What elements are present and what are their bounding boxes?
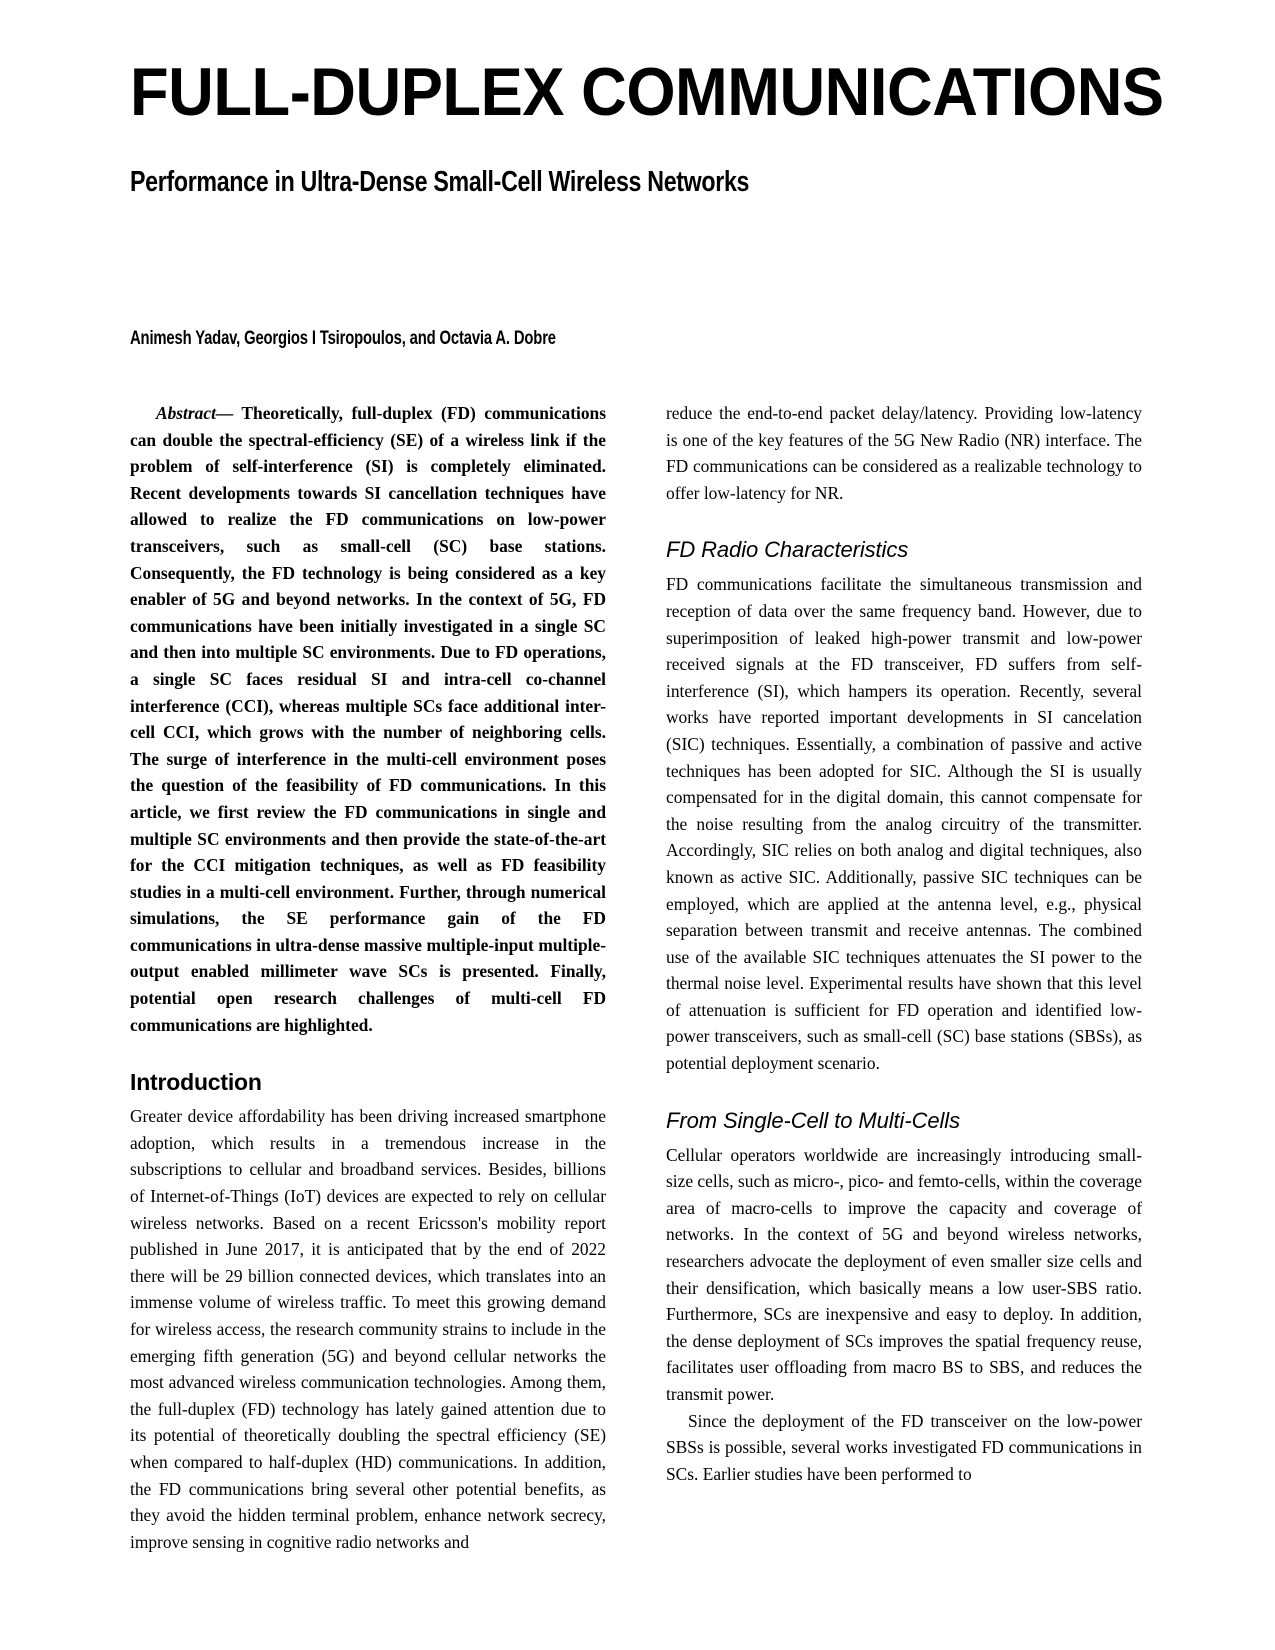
body-columns	[130, 400, 1142, 1552]
right-column	[666, 400, 1142, 1484]
multicell-paragraph-one: Cellular operators worldwide are increasingly introducing small-size cells, such as micro-, pico- and femto-cells, within the coverage area of macro-cells to improve the capacity and coverage of networks. In the context of 5G and beyond wireless networks, researchers advocate the deployment of even smaller size cells and their densification, which basically means a low user-SBS ratio. Furthermore, SCs are inexpensive and easy to deploy. In addition, the dense deployment of SCs improves the spatial frequency reuse, facilitates user offloading from macro BS to SBS, and reduces the transmit power.	[666, 1144, 1142, 1404]
introduction-continuation-paragraph: reduce the end-to-end packet delay/latency. Providing low-latency is one of the key features of the 5G New Radio (NR) interface. The FD communications can be considered as a realizable technology to offer low-latency for NR.	[666, 403, 1142, 503]
page-subtitle: Performance in Ultra-Dense Small-Cell Wireless Networks	[130, 166, 750, 198]
author-line: Animesh Yadav, Georgios I Tsiropoulos, and Octavia A. Dobre	[130, 328, 556, 349]
abstract-label: Abstract—	[156, 403, 234, 423]
subsection-heading-fd-radio-characteristics: FD Radio Characteristics	[666, 537, 909, 563]
subsection-heading-single-cell-to-multi-cells: From Single-Cell to Multi-Cells	[666, 1107, 960, 1133]
fd-radio-characteristics-paragraph: FD communications facilitate the simultaneous transmission and reception of data over the same frequency band. However, due to superimposition of leaked high-power transmit and low-power received signals at the FD transceiver, FD suffers from self-interference (SI), which hampers its operation. Recently, several works have reported important developments in SI cancelation (SIC) techniques. Essentially, a combination of passive and active techniques has been adopted for SIC. Although the SI is usually compensated for in the digital domain, this cannot compensate for the noise resulting from the analog circuitry of the transmitter. Accordingly, SIC relies on both analog and digital techniques, also known as active SIC. Additionally, passive SIC techniques can be employed, which are applied at the antenna level, e.g., physical separation between transmit and receive antennas. The combined use of the available SIC techniques attenuates the SI power to the thermal noise level. Experimental results have shown that this level of attenuation is sufficient for FD operation and identified low-power transceivers, such as small-cell (SC) base stations (SBSs), as potential deployment scenario.	[666, 574, 1142, 1074]
section-heading-introduction: Introduction	[130, 1069, 262, 1096]
page-title: FULL-DUPLEX COMMUNICATIONS	[130, 54, 1164, 130]
abstract-text: Theoretically, full-duplex (FD) communications can double the spectral-efficiency (SE) of a wireless link if the problem of self-interference (SI) is completely eliminated. Recent developments towards SI cancellation techniques have allowed to realize the FD communications on low-power transceivers, such as small-cell (SC) base stations. Consequently, the FD technology is being considered as a key enabler of 5G and beyond networks. In the context of 5G, FD communications have been initially investigated in a single SC and then into multiple SC environments. Due to FD operations, a single SC faces residual SI and intra-cell co-channel interference (CCI), whereas multiple SCs face additional inter-cell CCI, which grows with the number of neighboring cells. The surge of interference in the multi-cell environment poses the question of the feasibility of FD communications. In this article, we first review the FD communications in single and multiple SC environments and then provide the state-of-the-art for the CCI mitigation techniques, as well as FD feasibility studies in a multi-cell environment. Further, through numerical simulations, the SE performance gain of the FD communications in ultra-dense massive multiple-input multiple-output enabled millimeter wave SCs is presented. Finally, potential open research challenges of multi-cell FD communications are highlighted.	[130, 403, 606, 1035]
left-column	[130, 400, 606, 1552]
multicell-paragraph-two: Since the deployment of the FD transceiver on the low-power SBSs is possible, several works investigated FD communications in SCs. Earlier studies have been performed to	[666, 1410, 1142, 1484]
abstract-paragraph	[130, 400, 606, 1038]
masthead	[130, 54, 1164, 349]
introduction-paragraph: Greater device affordability has been driving increased smartphone adoption, which results in a tremendous increase in the subscriptions to cellular and broadband services. Besides, billions of Internet-of-Things (IoT) devices are expected to rely on cellular wireless networks. Based on a recent Ericsson's mobility report published in June 2017, it is anticipated that by the end of 2022 there will be 29 billion connected devices, which translates into an immense volume of wireless traffic. To meet this growing demand for wireless access, the research community strains to include in the emerging fifth generation (5G) and beyond cellular networks the most advanced wireless communication technologies. Among them, the full-duplex (FD) technology has lately gained attention due to its potential of theoretically doubling the spectral efficiency (SE) when compared to half-duplex (HD) communications. In addition, the FD communications bring several other potential benefits, as they avoid the hidden terminal problem, enhance network secrecy, improve sensing in cognitive radio networks and	[130, 1106, 606, 1552]
